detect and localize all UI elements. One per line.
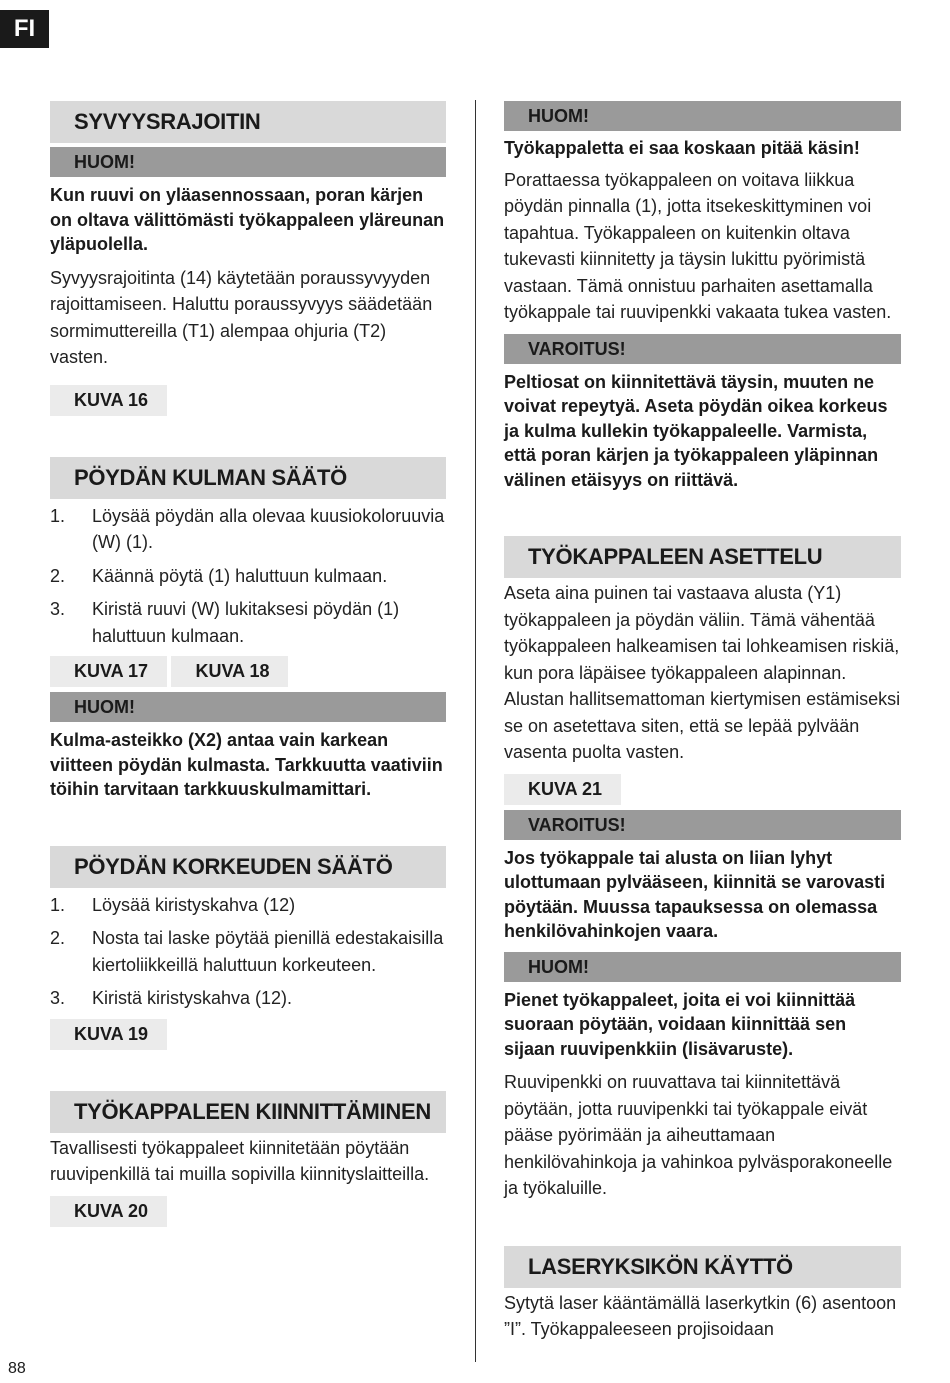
section-title-tyokappaleen-kiinnittaminen: TYÖKAPPALEEN KIINNITTÄMINEN <box>50 1091 446 1133</box>
language-tab: FI <box>0 10 49 48</box>
left-column <box>50 101 446 1232</box>
step-item: 1. Löysää pöydän alla olevaa kuusiokoloruuvia (W) (1). <box>50 505 445 552</box>
note-text: Kun ruuvi on yläasennossaan, poran kärjen on oltava välittömästi työkappaleen yläreunan yläpuolella. <box>50 185 445 254</box>
figure-reference-20: KUVA 20 <box>50 1196 167 1227</box>
step-item: 3. Kiristä kiristyskahva (12). <box>50 988 293 1008</box>
step-item: 1. Löysää kiristyskahva (12) <box>50 894 296 915</box>
section-title-laseryksikon-kaytto: LASERYKSIKÖN KÄYTTÖ <box>504 1246 901 1288</box>
warning-label: VAROITUS! <box>504 810 901 840</box>
note-label: HUOM! <box>504 101 901 131</box>
figure-reference-18: KUVA 18 <box>171 656 288 687</box>
note-label: HUOM! <box>50 692 446 722</box>
section-title-poydan-korkeuden-saato: PÖYDÄN KORKEUDEN SÄÄTÖ <box>50 846 446 888</box>
note-label: HUOM! <box>50 147 446 177</box>
section-body: Ruuvipenkki on ruuvattava tai kiinnitettävä pöytään, jotta ruuvipenkki tai työkappale eivät pääse pyörimään ja aiheuttamaan henkilövahinkoja ja vahinkoa pylväsporakoneelle ja työkaluille. <box>504 1072 893 1198</box>
figure-reference-19: KUVA 19 <box>50 1019 167 1050</box>
column-divider <box>475 100 476 1362</box>
warning-text: Jos työkappale tai alusta on liian lyhyt ulottumaan pylvääseen, kiinnitä se varovasti pöytään. Muussa tapauksessa on olemassa henkilövahinkojen vaara. <box>504 847 886 941</box>
note-text: Kulma-asteikko (X2) antaa vain karkean viitteen pöydän kulmasta. Tarkkuutta vaativiin töihin tarvitaan tarkkuuskulmamittari. <box>50 730 443 799</box>
steps-list <box>50 503 446 650</box>
section-body: Tavallisesti työkappaleet kiinnitetään pöytään ruuvipenkillä tai muilla sopivilla kiinnityslaitteilla. <box>50 1137 430 1184</box>
right-column <box>504 101 901 1351</box>
figure-reference-16: KUVA 16 <box>50 385 167 416</box>
section-body: Aseta aina puinen tai vastaava alusta (Y1) työkappaleen ja pöydän väliin. Tämä vähentää työkappaleen halkeamisen tai lohkeamisen riskiä, kun pora läpäisee työkappaleen alapinnan. Alustan hallitsemattoman kiertymisen estämiseksi se on asetettava siten, että se lepää pylvään vasenta puolta vasten. <box>504 583 901 762</box>
warning-text: Peltiosat on kiinnitettävä täysin, muuten ne voivat repeytyä. Aseta pöydän oikea korkeus ja kulma kullekin työkappaleelle. Varmista, että poran kärjen ja työkappaleen yläpinnan välinen etäisyys on riittävä. <box>504 371 888 490</box>
section-title-tyokappaleen-asettelu: TYÖKAPPALEEN ASETTELU <box>504 536 901 578</box>
figure-reference-21: KUVA 21 <box>504 774 621 805</box>
section-title-poydan-kulman-saato: PÖYDÄN KULMAN SÄÄTÖ <box>50 457 446 499</box>
note-label: HUOM! <box>504 952 901 982</box>
section-body: Sytytä laser kääntämällä laserkytkin (6) asentoon ”I”. Työkappaleeseen projisoidaan <box>504 1292 897 1339</box>
section-body: Porattaessa työkappaleen on voitava liikkua pöydän pinnalla (1), jotta itsekeskittyminen voi tapahtua. Työkappaleen on kuitenkin oltava tukevasti kiinnitetty ja täysin lukittu pyörimistä vastaan. Tämä onnistuu parhaiten asettamalla työkappale tai ruuvipenkki vakaata tukea vasten. <box>504 169 892 322</box>
section-title-syvyysrajoitin: SYVYYSRAJOITIN <box>50 101 446 143</box>
page-number: 88 <box>8 1360 26 1377</box>
note-text: Työkappaletta ei saa koskaan pitää käsin! <box>504 138 860 158</box>
warning-label: VAROITUS! <box>504 334 901 364</box>
step-item: 3. Kiristä ruuvi (W) lukitaksesi pöydän (1) haluttuun kulmaan. <box>50 599 400 646</box>
figure-reference-17: KUVA 17 <box>50 656 167 687</box>
note-text: Pienet työkappaleet, joita ei voi kiinnittää suoraan pöytään, voidaan kiinnittää sen sijaan ruuvipenkkiin (lisävaruste). <box>504 989 856 1059</box>
step-item: 2. Käännä pöytä (1) haluttuun kulmaan. <box>50 565 388 586</box>
steps-list <box>50 892 446 1012</box>
step-item: 2. Nosta tai laske pöytää pienillä edestakaisilla kiertoliikkeillä haluttuun korkeuteen. <box>50 928 444 975</box>
section-body: Syvyysrajoitinta (14) käytetään poraussyvyyden rajoittamiseen. Haluttu poraussyvyys säädetään sormimuttereilla (T1) alempaa ohjuria (T2) vasten. <box>50 267 433 367</box>
